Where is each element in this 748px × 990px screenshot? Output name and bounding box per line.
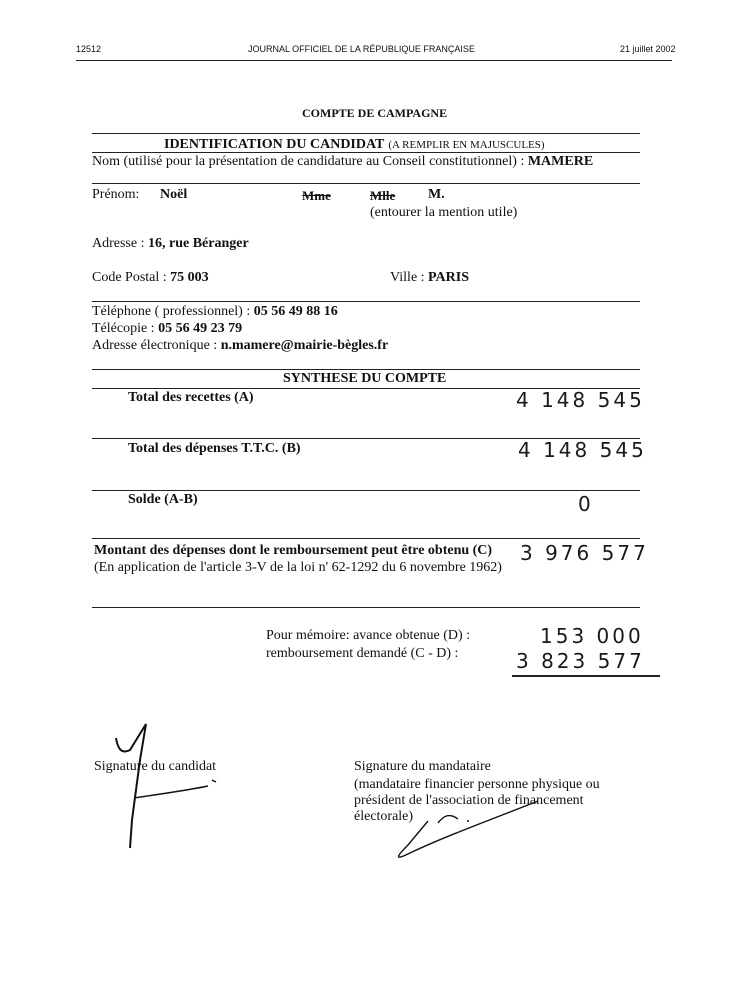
nom-row bbox=[92, 154, 593, 170]
mandataire-note-3: électorale) bbox=[354, 809, 414, 824]
adresse-row bbox=[92, 236, 249, 252]
rule-4 bbox=[92, 301, 640, 302]
civility-note: (entourer la mention utile) bbox=[370, 205, 518, 220]
candidat-signature bbox=[100, 720, 230, 860]
mandataire-signature-label: Signature du mandataire bbox=[354, 759, 491, 774]
identification-heading-note: (A REMPLIR EN MAJUSCULES) bbox=[388, 139, 545, 151]
prenom-value: Noël bbox=[160, 187, 188, 202]
ville-row bbox=[390, 270, 469, 286]
cp-value: 75 003 bbox=[170, 270, 209, 285]
rule-8 bbox=[92, 490, 640, 491]
recettes-value: 4 148 545 bbox=[516, 388, 645, 412]
rule-2 bbox=[92, 152, 640, 153]
memo-value: 153 000 bbox=[540, 624, 644, 648]
rule-10 bbox=[92, 607, 640, 608]
adresse-value: 16, rue Béranger bbox=[148, 236, 249, 251]
tel-value: 05 56 49 88 16 bbox=[253, 304, 338, 319]
fax-label: Télécopie : bbox=[92, 321, 155, 336]
header-rule bbox=[76, 60, 672, 61]
remb-value: 3 823 577 bbox=[516, 649, 645, 673]
identification-heading-text: IDENTIFICATION DU CANDIDAT bbox=[164, 137, 385, 152]
montant-label: Montant des dépenses dont le remboursement peut être obtenu (C) bbox=[94, 543, 493, 558]
email-label: Adresse électronique : bbox=[92, 338, 218, 353]
nom-label: Nom (utilisé pour la présentation de candidature au Conseil constitutionnel) : bbox=[92, 154, 525, 169]
publication-date: 21 juillet 2002 bbox=[620, 44, 676, 54]
mandataire-note-1: (mandataire financier personne physique ou bbox=[354, 777, 600, 792]
solde-label: Solde (A-B) bbox=[128, 492, 198, 507]
fax-row bbox=[92, 321, 242, 337]
solde-value: 0 bbox=[578, 492, 594, 516]
civility-mme: Mme bbox=[302, 188, 331, 203]
depenses-value: 4 148 545 bbox=[518, 438, 647, 462]
candidat-signature-label: Signature du candidat bbox=[94, 759, 217, 774]
mandataire-signature bbox=[388, 795, 568, 865]
cp-label: Code Postal : bbox=[92, 270, 167, 285]
tel-row bbox=[92, 304, 338, 320]
ville-label: Ville : bbox=[390, 270, 425, 285]
fax-value: 05 56 49 23 79 bbox=[158, 321, 243, 336]
total-underline bbox=[512, 675, 660, 677]
nom-value: MAMERE bbox=[527, 154, 594, 169]
montant-note: (En application de l'article 3-V de la loi n' 62-1292 du 6 novembre 1962) bbox=[94, 560, 502, 575]
rule-9 bbox=[92, 538, 640, 539]
page-number: 12512 bbox=[76, 44, 102, 54]
memo-label: Pour mémoire: avance obtenue (D) : bbox=[266, 628, 471, 643]
recettes-label: Total des recettes (A) bbox=[128, 390, 254, 405]
form-title: COMPTE DE CAMPAGNE bbox=[302, 106, 448, 120]
email-value: n.mamere@mairie-bègles.fr bbox=[220, 338, 389, 353]
cp-row bbox=[92, 270, 209, 286]
depenses-label: Total des dépenses T.T.C. (B) bbox=[128, 441, 301, 456]
rule-5 bbox=[92, 369, 640, 370]
ville-value: PARIS bbox=[428, 270, 470, 285]
rule-3 bbox=[92, 183, 640, 184]
identification-heading bbox=[164, 135, 545, 153]
mandataire-note-2: président de l'association de financement bbox=[354, 793, 584, 808]
remb-label: remboursement demandé (C - D) : bbox=[266, 646, 459, 661]
journal-title: JOURNAL OFFICIEL DE LA RÉPUBLIQUE FRANÇAISE bbox=[248, 44, 475, 54]
email-row bbox=[92, 338, 388, 354]
rule-1 bbox=[92, 133, 640, 134]
tel-label: Téléphone ( professionnel) : bbox=[92, 304, 251, 319]
civility-m: M. bbox=[428, 187, 445, 202]
prenom-label: Prénom: bbox=[92, 187, 140, 202]
civility-mlle: Mlle bbox=[370, 188, 396, 203]
adresse-label: Adresse : bbox=[92, 236, 145, 251]
montant-value: 3 976 577 bbox=[520, 541, 649, 565]
synthese-heading: SYNTHESE DU COMPTE bbox=[283, 371, 447, 386]
